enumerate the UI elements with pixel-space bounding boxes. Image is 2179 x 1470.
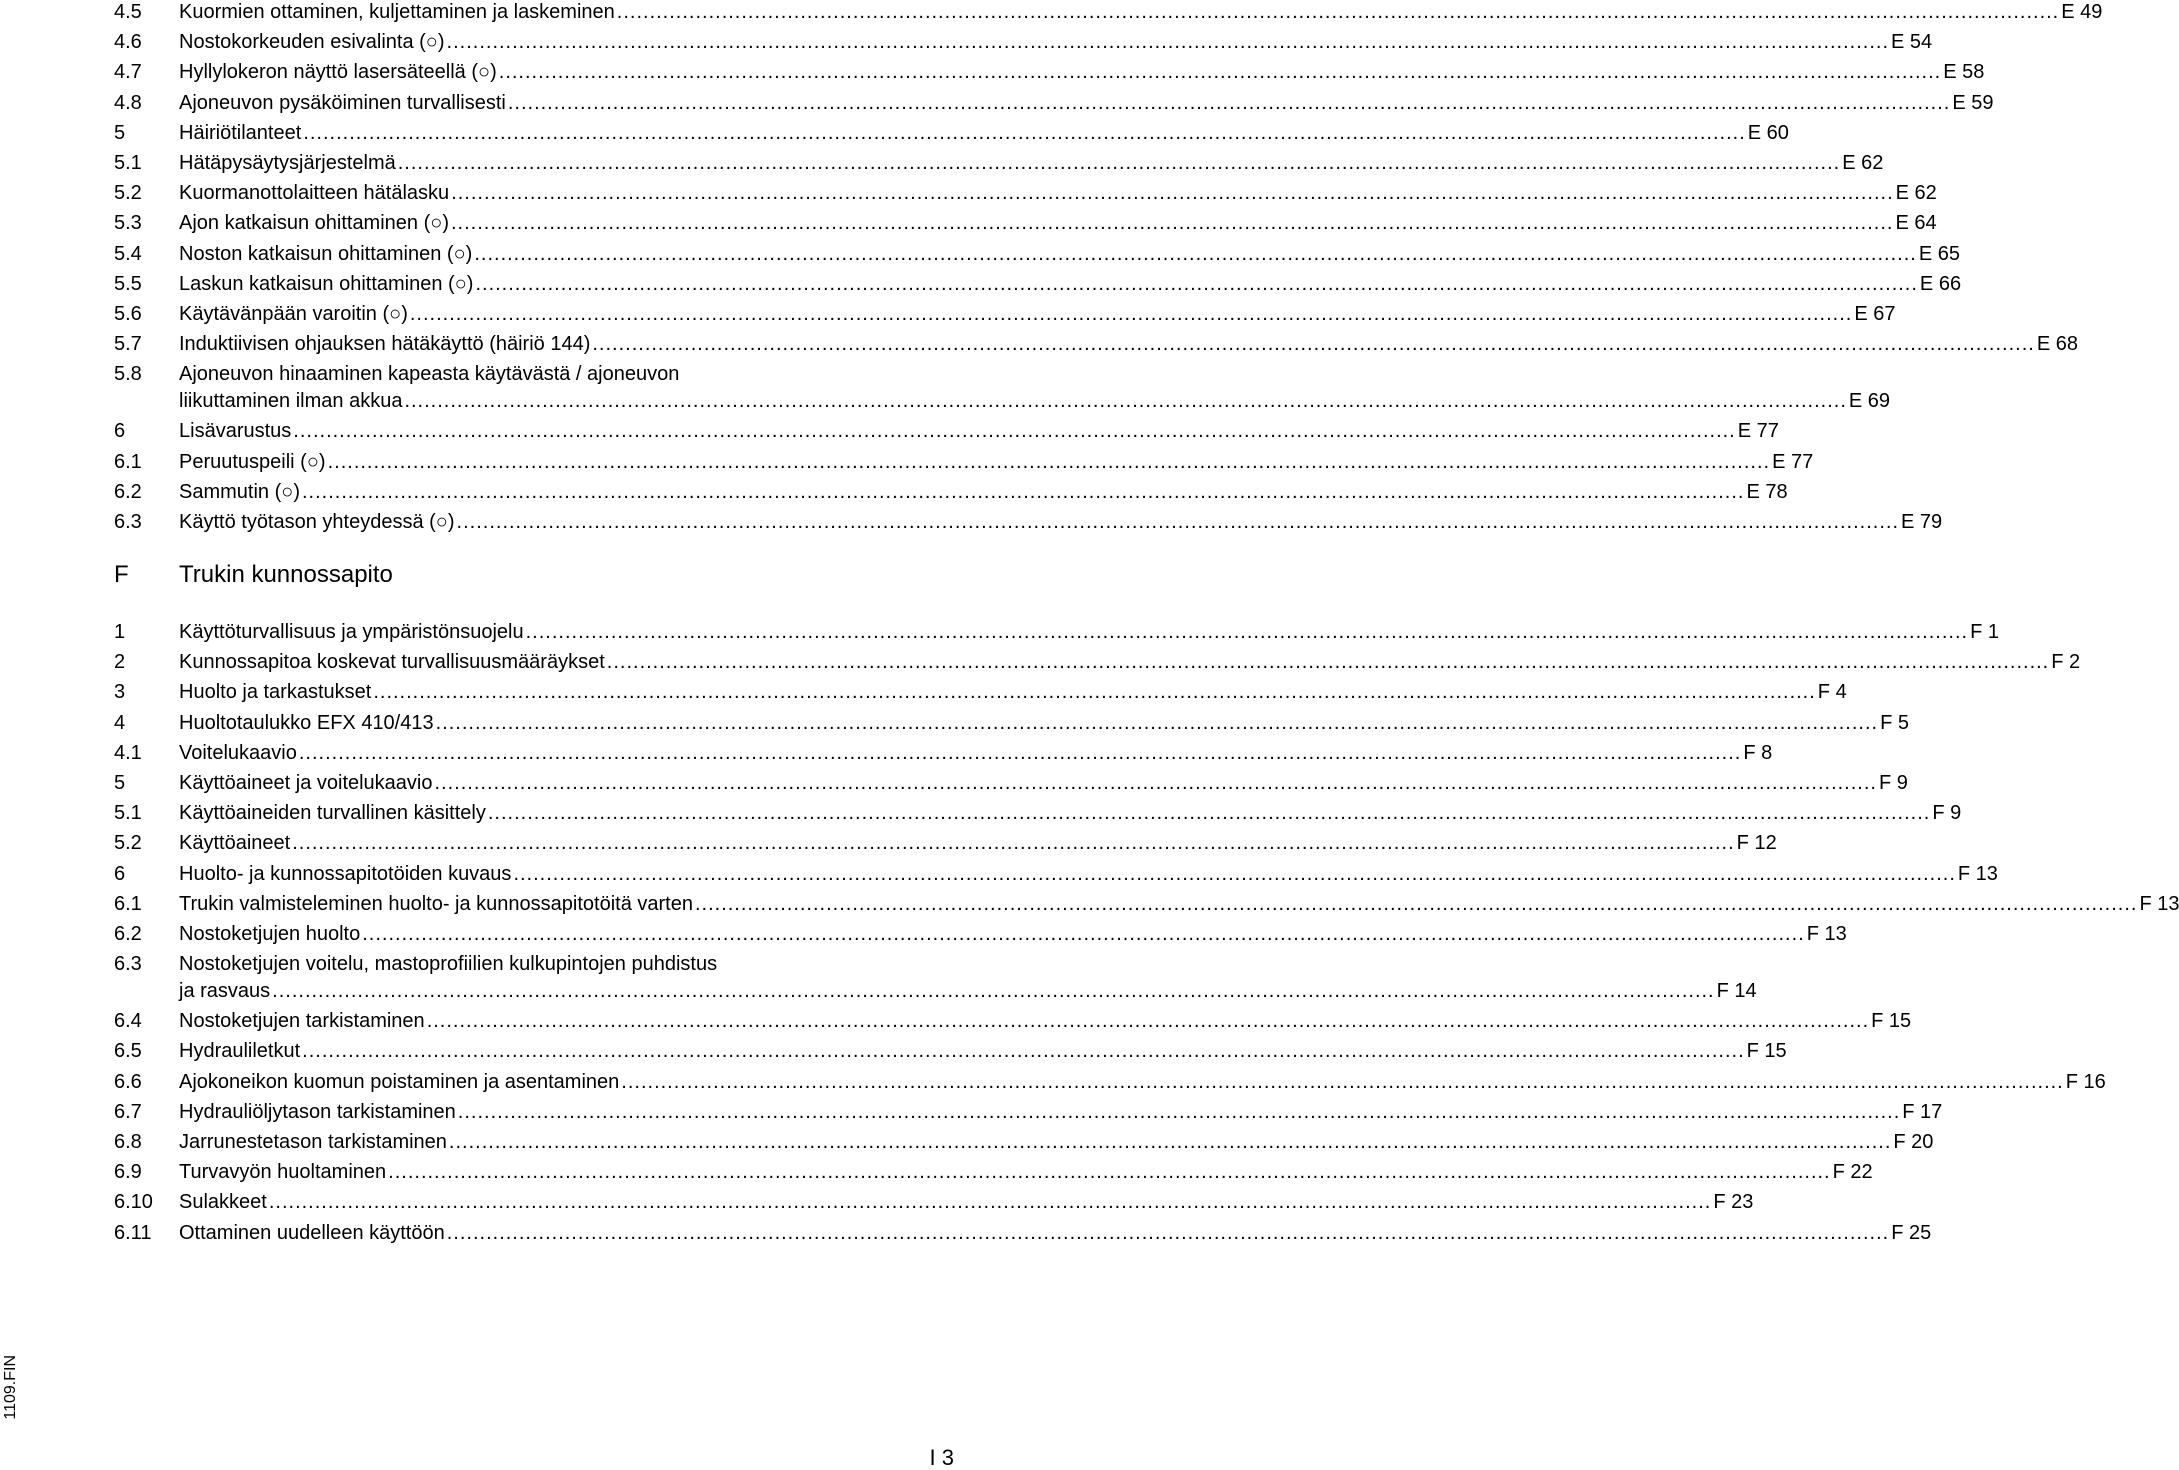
toc-entry <box>114 91 1994 115</box>
toc-entry-number: 4.1 <box>114 741 142 764</box>
toc-entry-title: Laskun katkaisun ohittaminen (○) <box>179 272 474 295</box>
dot-leader: ............................................................................................................................................................................................................................ <box>435 711 1879 734</box>
dot-leader: ............................................................................................................................................................................................................................ <box>448 1131 1892 1153</box>
toc-entry-line <box>179 831 1777 855</box>
document-code: 1109.FIN <box>2 1355 19 1420</box>
toc-entry-page: F 20 <box>1893 1131 1934 1153</box>
dot-leader: ............................................................................................................................................................................................................................ <box>446 1221 1890 1244</box>
toc-entry-page: F 13 <box>1957 862 1998 885</box>
toc-entry-number: 6.4 <box>114 1010 142 1033</box>
toc-entry-line <box>179 771 1908 795</box>
toc-entry <box>114 362 1891 413</box>
toc-entry <box>114 181 1937 205</box>
toc-entry-title: Hydrauliöljytason tarkistaminen <box>179 1100 456 1123</box>
toc-entry <box>114 30 1933 54</box>
toc-entry <box>114 1100 1943 1124</box>
toc-entry <box>114 1190 1754 1214</box>
toc-entry-number: 4.5 <box>114 1 142 23</box>
toc-entry <box>114 620 1999 644</box>
toc-entry-page: F 23 <box>1713 1191 1754 1214</box>
toc-entry-page: F 15 <box>1746 1040 1787 1063</box>
toc-entry-page: F 9 <box>1932 802 1962 825</box>
toc-entry-number: 4.7 <box>114 61 142 84</box>
toc-entry-page: E 79 <box>1901 511 1943 533</box>
toc-entry-line <box>179 1100 1943 1124</box>
toc-entry <box>114 60 1985 84</box>
toc-entry-title-continuation: ja rasvaus <box>179 980 271 1003</box>
toc-entry <box>114 151 1884 175</box>
toc-entry-page: F 1 <box>1970 621 1999 643</box>
toc-entry-page: F 5 <box>1880 711 1909 734</box>
toc-entry-number: 6.11 <box>114 1221 152 1244</box>
toc-entry <box>114 480 1788 504</box>
toc-entry-line <box>179 862 1998 886</box>
toc-entry-title: Trukin valmisteleminen huolto- ja kunnossapitotöitä varten <box>179 892 693 915</box>
toc-entry-title: Huoltotaulukko EFX 410/413 <box>179 711 434 734</box>
toc-entry <box>114 741 1773 765</box>
toc-entry <box>114 831 1777 855</box>
toc-entry <box>114 242 1960 266</box>
toc-entry-page: F 9 <box>1878 772 1908 794</box>
toc-entry-title: Käyttöturvallisuus ja ympäristönsuojelu <box>179 621 524 643</box>
toc-entry-line <box>179 1039 1787 1063</box>
toc-entry-number: 1 <box>114 621 126 643</box>
toc-entry-line <box>179 480 1788 504</box>
toc-entry-title: Ajokoneikon kuomun poistaminen ja asentaminen <box>179 1070 620 1093</box>
toc-entry-page: F 17 <box>1902 1100 1943 1123</box>
dot-leader: ............................................................................................................................................................................................................................ <box>475 272 1918 295</box>
toc-entry-page: E 64 <box>1895 212 1937 235</box>
toc-entry-line <box>179 510 1943 534</box>
toc-entry <box>114 211 1937 235</box>
toc-entry-line <box>179 211 1937 235</box>
toc-entry-number: 5.1 <box>114 802 142 825</box>
toc-entry-number: 6.3 <box>114 511 142 533</box>
toc-entry-line <box>179 1130 1934 1154</box>
toc-entry-number: 5.5 <box>114 272 142 295</box>
toc-entry-line <box>179 1160 1873 1184</box>
section-letter: F <box>114 561 129 588</box>
toc-entry-line <box>179 389 1891 413</box>
toc-entry-title: Induktiivisen ohjauksen hätäkäyttö (häiriö 144) <box>179 333 591 356</box>
toc-entry-line <box>179 711 1909 735</box>
dot-leader: ............................................................................................................................................................................................................................ <box>362 923 1805 945</box>
dot-leader: ............................................................................................................................................................................................................................ <box>451 212 1894 235</box>
dot-leader: ............................................................................................................................................................................................................................ <box>303 121 1746 144</box>
dot-leader: ............................................................................................................................................................................................................................ <box>302 1040 1745 1063</box>
toc-entry-title: Kunnossapitoa koskevat turvallisuusmääräykset <box>179 651 605 674</box>
toc-entry-line <box>179 892 2179 916</box>
toc-entry-line <box>179 979 1757 1003</box>
toc-entry-title: Hätäpysäytysjärjestelmä <box>179 152 396 174</box>
toc-entry-title-continuation: liikuttaminen ilman akkua <box>179 390 403 413</box>
toc-entry-number: 6 <box>114 862 126 885</box>
toc-entry-title: Nostoketjujen tarkistaminen <box>179 1010 425 1033</box>
toc-entry-line <box>179 419 1779 443</box>
section-title: Trukin kunnossapito <box>179 561 393 588</box>
toc-entry-title: Huolto- ja kunnossapitotöiden kuvaus <box>179 862 512 885</box>
toc-entry-number: 4 <box>114 711 126 734</box>
toc-entry-title: Noston katkaisun ohittaminen (○) <box>179 242 473 265</box>
toc-entry-line <box>179 0 2103 24</box>
toc-entry-title: Peruutuspeili (○) <box>179 450 326 473</box>
toc-entry-number: 4.6 <box>114 31 142 54</box>
toc-entry <box>114 1009 1912 1033</box>
toc-entry-title: Lisävarustus <box>179 420 292 443</box>
toc-entry <box>114 302 1896 326</box>
dot-leader: ............................................................................................................................................................................................................................ <box>451 182 1894 205</box>
toc-entry-title: Nostoketjujen voitelu, mastoprofiilien kulkupintojen puhdistus <box>179 953 718 976</box>
toc-entry-line <box>179 1070 2106 1094</box>
toc-entry-page: F 14 <box>1716 980 1757 1003</box>
toc-entry-page: E 54 <box>1891 31 1933 54</box>
toc-entry-line <box>179 1190 1754 1214</box>
toc-entry-page: E 77 <box>1772 450 1814 473</box>
toc-entry-title: Hyllylokeron näyttö lasersäteellä (○) <box>179 61 497 84</box>
toc-entry <box>114 922 1847 946</box>
toc-entry <box>114 680 1847 704</box>
toc-entry-line <box>179 121 1789 145</box>
toc-entry-line <box>179 272 1962 296</box>
toc-entry-line <box>179 801 1962 825</box>
toc-entry-number: 6.1 <box>114 892 142 915</box>
toc-entry-number: 5.4 <box>114 242 142 265</box>
dot-leader: ............................................................................................................................................................................................................................ <box>507 91 1951 114</box>
toc-entry-title: Hydrauliletkut <box>179 1040 301 1063</box>
toc-entry-line <box>179 680 1847 704</box>
dot-leader: ............................................................................................................................................................................................................................ <box>388 1161 1831 1184</box>
toc-entry-number: 6.10 <box>114 1191 153 1214</box>
toc-entry-line <box>179 60 1985 84</box>
toc-entry-title: Ottaminen uudelleen käyttöön <box>179 1221 445 1244</box>
toc-entry-line <box>179 91 1994 115</box>
toc-entry-number: 5 <box>114 121 126 144</box>
toc-entry-number: 6.5 <box>114 1040 142 1063</box>
toc-entry-line <box>179 922 1847 946</box>
toc-entry <box>114 1160 1873 1184</box>
dot-leader: ............................................................................................................................................................................................................................ <box>487 802 1931 825</box>
toc-entry-title: Voitelukaavio <box>179 741 297 764</box>
toc-entry-page: E 59 <box>1952 91 1994 114</box>
toc-entry-title: Käyttö työtason yhteydessä (○) <box>179 511 455 533</box>
toc-entry-line <box>179 242 1960 266</box>
toc-entry <box>114 650 2081 674</box>
dot-leader: ............................................................................................................................................................................................................................ <box>616 1 2060 23</box>
dot-leader: ............................................................................................................................................................................................................................ <box>434 772 1877 794</box>
toc-entry-number: 5.3 <box>114 212 142 235</box>
toc-entry-title: Käyttöaineiden turvallinen käsittely <box>179 802 486 825</box>
toc-entry-number: 6.6 <box>114 1070 142 1093</box>
toc-entry-page: E 66 <box>1919 272 1962 295</box>
toc-entry-number: 6.1 <box>114 450 142 473</box>
toc-entry-page: E 62 <box>1842 152 1884 174</box>
toc-entry-number: 2 <box>114 651 126 674</box>
toc-entry-title: Turvavyön huoltaminen <box>179 1161 387 1184</box>
toc-entry-title: Ajoneuvon pysäköiminen turvallisesti <box>179 91 506 114</box>
toc-entry-title: Jarrunestetason tarkistaminen <box>179 1131 447 1153</box>
toc-entry <box>114 771 1908 795</box>
toc-entry-title: Nostokorkeuden esivalinta (○) <box>179 31 445 54</box>
toc-entry <box>114 121 1789 145</box>
dot-leader: ............................................................................................................................................................................................................................ <box>293 420 1736 443</box>
toc-entry-page: F 13 <box>1806 923 1847 945</box>
toc-entry-number: 4.8 <box>114 91 142 114</box>
toc-entry <box>114 419 1779 443</box>
dot-leader: ............................................................................................................................................................................................................................ <box>373 681 1816 704</box>
toc-entry-page: E 58 <box>1943 61 1985 84</box>
toc-entry-title: Käyttöaineet ja voitelukaavio <box>179 772 433 794</box>
toc-entry-line <box>179 620 1999 644</box>
toc-entry-page: E 62 <box>1895 182 1937 205</box>
dot-leader: ............................................................................................................................................................................................................................ <box>694 892 2138 915</box>
toc-entry-page: E 68 <box>2036 333 2078 356</box>
dot-leader: ............................................................................................................................................................................................................................ <box>268 1191 1712 1214</box>
toc-entry-page: E 60 <box>1747 121 1789 144</box>
toc-entry-page: E 77 <box>1737 420 1779 443</box>
toc-entry-page: F 16 <box>2065 1070 2106 1093</box>
dot-leader: ............................................................................................................................................................................................................................ <box>272 980 1715 1003</box>
toc-entry-title: Käytävänpään varoitin (○) <box>179 303 408 325</box>
toc-entry-page: F 12 <box>1736 832 1777 855</box>
toc-entry <box>114 892 2179 916</box>
toc-entry <box>114 332 2078 356</box>
dot-leader: ............................................................................................................................................................................................................................ <box>513 862 1956 885</box>
toc-entry-page: E 69 <box>1848 390 1891 413</box>
toc-entry-title: Käyttöaineet <box>179 832 291 855</box>
dot-leader: ............................................................................................................................................................................................................................ <box>327 450 1771 473</box>
toc-entry-title: Häiriötilanteet <box>179 121 302 144</box>
dot-leader: ............................................................................................................................................................................................................................ <box>621 1070 2064 1093</box>
dot-leader: ............................................................................................................................................................................................................................ <box>456 511 1900 533</box>
toc-entry-line <box>179 332 2078 356</box>
toc-entry-number: 6 <box>114 420 126 443</box>
toc-entry-line <box>179 302 1896 326</box>
toc-entry-line <box>179 741 1773 765</box>
toc-entry-title: Ajoneuvon hinaaminen kapeasta käytävästä / ajoneuvon <box>179 363 680 386</box>
dot-leader: ............................................................................................................................................................................................................................ <box>446 31 1890 54</box>
toc-entry <box>114 1221 1932 1245</box>
toc-entry-page: F 13 <box>2139 892 2179 915</box>
toc-entry-line <box>179 181 1937 205</box>
toc-entry <box>114 711 1909 735</box>
toc-entry-number: 3 <box>114 681 126 704</box>
toc-entry <box>114 0 2103 24</box>
toc-entry-line <box>179 1221 1932 1245</box>
toc-entry-number: 5.1 <box>114 152 142 174</box>
toc-entry <box>114 272 1962 296</box>
toc-entry-page: F 22 <box>1832 1161 1873 1184</box>
dot-leader: ............................................................................................................................................................................................................................ <box>302 480 1745 503</box>
page-number: I 3 <box>929 1445 954 1470</box>
toc-entry-number: 6.2 <box>114 480 142 503</box>
toc-entry-line <box>179 1009 1912 1033</box>
toc-entry-line <box>179 151 1884 175</box>
toc-entry <box>114 862 1998 886</box>
dot-leader: ............................................................................................................................................................................................................................ <box>525 621 1969 643</box>
dot-leader: ............................................................................................................................................................................................................................ <box>498 61 1942 84</box>
toc-entry <box>114 450 1814 474</box>
dot-leader: ............................................................................................................................................................................................................................ <box>457 1100 1901 1123</box>
toc-entry-page: E 49 <box>2061 1 2103 23</box>
dot-leader: ............................................................................................................................................................................................................................ <box>298 741 1742 764</box>
dot-leader: ............................................................................................................................................................................................................................ <box>292 832 1735 855</box>
toc-entry-page: E 65 <box>1918 242 1960 265</box>
toc-entry-number: 5.7 <box>114 333 142 356</box>
toc-entry <box>114 952 1757 1003</box>
toc-entry-line <box>179 650 2081 674</box>
toc-entry-page: E 67 <box>1854 303 1896 325</box>
toc-entry-number: 5.8 <box>114 363 142 386</box>
toc-entry-number: 5 <box>114 772 126 794</box>
toc-entry-line <box>179 450 1814 474</box>
toc-entry-number: 5.2 <box>114 182 142 205</box>
dot-leader: ............................................................................................................................................................................................................................ <box>474 242 1917 265</box>
toc-entry <box>114 1070 2106 1094</box>
toc-entry-number: 6.2 <box>114 923 142 945</box>
toc-entry-line <box>179 30 1933 54</box>
toc-entry-page: F 4 <box>1817 681 1847 704</box>
dot-leader: ............................................................................................................................................................................................................................ <box>592 333 2035 356</box>
toc-entry <box>114 1130 1934 1154</box>
toc-entry-title: Sulakkeet <box>179 1191 267 1214</box>
toc-entry-number: 6.8 <box>114 1131 142 1153</box>
toc-entry-page: F 2 <box>2051 651 2081 674</box>
toc-entry-number: 6.3 <box>114 953 142 976</box>
dot-leader: ............................................................................................................................................................................................................................ <box>397 152 1841 174</box>
toc-entry-title: Sammutin (○) <box>179 480 300 503</box>
dot-leader: ............................................................................................................................................................................................................................ <box>404 390 1847 413</box>
toc-entry-number: 5.6 <box>114 303 142 325</box>
toc-entry-number: 6.7 <box>114 1100 142 1123</box>
toc-entry <box>114 801 1962 825</box>
toc-entry-number: 5.2 <box>114 832 142 855</box>
toc-entry-title: Kuormanottolaitteen hätälasku <box>179 182 450 205</box>
toc-entry-title: Nostoketjujen huolto <box>179 923 361 945</box>
toc-entry-page: E 78 <box>1746 480 1788 503</box>
toc-entry-number: 6.9 <box>114 1161 142 1184</box>
dot-leader: ............................................................................................................................................................................................................................ <box>606 651 2050 674</box>
toc-entry-page: F 15 <box>1871 1010 1912 1033</box>
toc-entry-title: Ajon katkaisun ohittaminen (○) <box>179 212 449 235</box>
dot-leader: ............................................................................................................................................................................................................................ <box>426 1010 1870 1033</box>
toc-entry-title: Kuormien ottaminen, kuljettaminen ja laskeminen <box>179 1 615 23</box>
toc-entry <box>114 510 1943 534</box>
toc-entry-title: Huolto ja tarkastukset <box>179 681 372 704</box>
toc-entry-page: F 8 <box>1743 741 1773 764</box>
dot-leader: ............................................................................................................................................................................................................................ <box>409 303 1853 325</box>
toc-entry-page: F 25 <box>1891 1221 1932 1244</box>
toc-entry <box>114 1039 1787 1063</box>
